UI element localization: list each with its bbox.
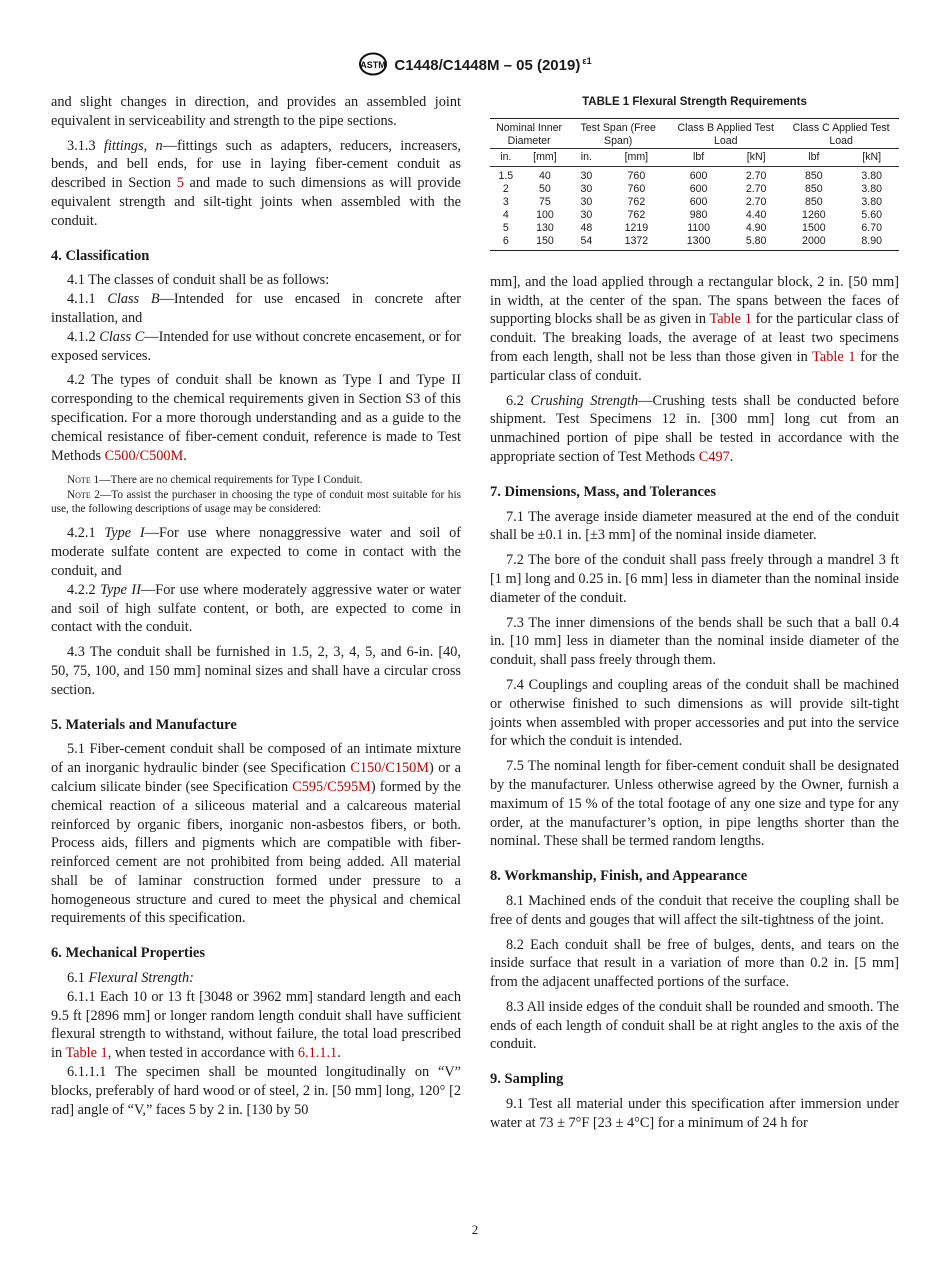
paragraph-7-3: 7.3 The inner dimensions of the bends shall be such that a ball 0.4 in. [10 mm] less in diameter than the nominal inside diameter of the conduit, shall pass freely through them.: [490, 614, 899, 669]
paragraph-4-2-2: 4.2.2 Type II—For use where moderately aggressive water or water and soil of high sulfate content, or both, are expected to come in contact with the conduit.: [51, 581, 462, 636]
table-row: [490, 235, 899, 251]
table-cell: 1.5: [498, 169, 514, 182]
table-cell: 850: [804, 169, 823, 182]
paragraph-4-3: 4.3 The conduit shall be furnished in 1.5, 2, 3, 4, 5, and 6-in. [40, 50, 75, 100, and 150 mm] nominal sizes and shall have a circular cross section.: [51, 644, 461, 698]
right-column: [490, 93, 899, 1139]
table-cell: 1260: [802, 208, 826, 221]
term-fittings: fittings, n: [103, 137, 163, 154]
table-cell: 600: [689, 195, 708, 208]
astm-logo-icon: [358, 52, 388, 80]
page-header: [0, 52, 950, 80]
paragraph-4-1-1: 4.1.1 Class B—Intended for use encased in concrete after installation, and: [51, 291, 462, 326]
paragraph-4-1: 4.1 The classes of conduit shall be as follows:: [67, 272, 330, 289]
table-cell: 50: [539, 182, 551, 195]
paragraph-6-1: 6.1 Flexural Strength:: [67, 970, 194, 987]
table-cell: 5.60: [861, 208, 882, 221]
table-cell: 8.90: [844, 235, 899, 251]
table-cell: 2.70: [745, 169, 767, 182]
table-1-title: TABLE 1 Flexural Strength Requirements: [582, 96, 807, 108]
note-1: Note 1—There are no chemical requirements for Type I Conduit.: [67, 474, 363, 487]
table-cell: 130: [536, 221, 554, 234]
paragraph-9-1: 9.1 Test all material under this specification after immersion under water at 73 ± 7°F [23 ± 4°C] for a minimum of 24 h for: [490, 1096, 899, 1131]
link-section-5[interactable]: 5: [176, 175, 184, 192]
paragraph-4-2-1: 4.2.1 Type I—For use where nonaggressive water and soil of moderate sulfate content are expected to come in contact with the conduit, and: [51, 525, 461, 579]
section-9-heading: 9. Sampling: [490, 1071, 564, 1088]
link-c497[interactable]: C497: [698, 448, 730, 465]
table-cell: 2: [502, 182, 509, 195]
table-cell: 1219: [624, 221, 649, 234]
table-cell: 6.70: [861, 221, 882, 234]
table-cell: 3.80: [861, 182, 882, 195]
paragraph-8-1: 8.1 Machined ends of the conduit that receive the coupling shall be free of dents and gouges that will affect the silt-tightness of the joint.: [490, 892, 899, 928]
link-table-1[interactable]: Table 1: [65, 1045, 108, 1062]
table-cell: 600: [689, 182, 708, 195]
table-cell: 4: [502, 208, 509, 221]
col-class-c: Class C Applied Test Load: [783, 118, 899, 148]
table-cell: 762: [627, 208, 646, 221]
paragraph-7-1: 7.1 The average inside diameter measured at the end of the conduit shall be ±0.1 in. [±3 mm] of the nominal inside diameter.: [490, 508, 899, 544]
unit-cell: in.: [568, 148, 604, 166]
table-cell: 600: [689, 169, 708, 182]
unit-cell: [kN]: [844, 148, 899, 166]
link-c150[interactable]: C150/C150M: [350, 760, 430, 777]
col-test-span: Test Span (Free Span): [568, 118, 668, 148]
table-cell: 4.40: [745, 208, 767, 221]
table-cell: 1300: [668, 235, 729, 251]
table-cell: 1100: [687, 221, 710, 234]
table-cell: 5: [502, 221, 509, 234]
table-cell: 3: [502, 195, 509, 208]
table-cell: 30: [580, 169, 593, 182]
unit-cell: in.: [490, 148, 522, 166]
table-cell: 48: [580, 221, 593, 234]
paragraph-continued: and slight changes in direction, and provides an assembled joint equivalent in serviceability and strength to the pipe sections.: [51, 94, 461, 129]
table-cell: 30: [580, 208, 593, 221]
table-row: [490, 183, 899, 196]
paragraph-8-2: 8.2 Each conduit shall be free of bulges, dents, and tears on the inside surface that result in a variation of more than 0.2 in. [5 mm] from the adjacent unaffected portions of the surface.: [490, 936, 899, 991]
paragraph-7-2: 7.2 The bore of the conduit shall pass freely through a mandrel 3 ft [1 m] long and 0.25 in. [6 mm] less in diameter than the nominal inside diameter of the conduit.: [490, 552, 899, 606]
link-table-1[interactable]: Table 1: [709, 311, 752, 328]
paragraph-5-1: 5.1 Fiber-cement conduit shall be composed of an intimate mixture of an inorganic hydraulic binder (see Specification C150/C150M) or a calcium silicate binder (see Specification C595/C595M) formed by the chemical reaction of a siliceous material and a calcareous material reinforced by organic fibers, inorganic non-asbestos fibers, or both. Process aids, fillers and pigments which are compatible with fiber-reinforced cement are not prohibited from being added. All material shall be of laminar construction formed under pressure to a homogeneous structure and cured to meet the physical and chemical requirements of this specification.: [51, 741, 461, 927]
table-cell: 2.70: [745, 182, 767, 195]
table-cell: 850: [804, 182, 823, 195]
table-cell: 6: [490, 235, 522, 251]
paragraph-4-2: 4.2 The types of conduit shall be known as Type I and Type II corresponding to the chemical requirements given in Section S3 of this specification. For a more thorough understanding and as a guide to the chemical resistance of fiber-cement conduit, reference is made to Test Methods C500/C500M.: [51, 372, 461, 464]
table-cell: 2.70: [745, 195, 767, 208]
table-cell: 762: [627, 195, 646, 208]
table-cell: 760: [627, 182, 646, 195]
table-1: [490, 118, 899, 251]
table-cell: 980: [689, 208, 708, 221]
note-2: Note 2—To assist the purchaser in choosing the type of conduit most suitable for his use, the following descriptions of usage may be considered:: [51, 489, 461, 516]
paragraph-6-1-1-1: 6.1.1.1 The specimen shall be mounted longitudinally on “V” blocks, preferably of hard wood or of steel, 2 in. [50 mm] long, 120° [2 rad] angle of “V,” faces 5 by 2 in. [130 by 50: [51, 1064, 461, 1118]
col-class-b: Class B Applied Test Load: [668, 118, 783, 148]
link-c500[interactable]: C500/C500M: [104, 447, 184, 464]
table-row: [490, 196, 899, 209]
table-cell: 54: [568, 235, 604, 251]
table-cell: 760: [627, 169, 646, 182]
table-cell: 30: [580, 182, 593, 195]
paragraph-7-5: 7.5 The nominal length for fiber-cement conduit shall be designated by the manufacturer. Unless otherwise agreed by the Owner, furnish a maximum of 15 % of the total footage of any one size and type for any order, at the manufacturer’s option, in pipe lengths shorter than the nominal. These shall be termed random lengths.: [490, 758, 899, 850]
table-cell: 4.90: [745, 221, 767, 234]
section-7-heading: 7. Dimensions, Mass, and Tolerances: [490, 483, 716, 500]
table-cell: 3.80: [861, 169, 882, 182]
paragraph-7-4: 7.4 Couplings and coupling areas of the conduit shall be machined or otherwise finished to such dimensions as will provide silt-tight joints when assembled with proper accessories and put into the service for which the conduit is intended.: [490, 676, 899, 750]
table-cell: 2000: [783, 235, 844, 251]
paragraph-6-2: 6.2 Crushing Strength—Crushing tests shall be conducted before shipment. Test Specimens 12 in. [300 mm] long cut from an unmachined portion of pipe shall be tested in accordance with the appropriate section of Test Methods C497.: [490, 392, 899, 465]
editorial-superscript: ε1: [582, 55, 592, 66]
table-cell: 40: [539, 169, 551, 182]
paragraph-8-3: 8.3 All inside edges of the conduit shall be rounded and smooth. The ends of each length of conduit shall be at right angles to the axis of the conduit.: [490, 998, 899, 1053]
unit-cell: [kN]: [729, 148, 783, 166]
table-cell: 1500: [802, 221, 826, 234]
paragraph-4-1-2: 4.1.2 Class C—Intended for use without concrete encasement, or for exposed services.: [51, 328, 461, 364]
paragraph-3-1-3: 3.1.3 fittings, n—fittings such as adapters, reducers, increasers, bends, and bell ends, for use in laying fiber-cement conduit as described in Section 5 and made to such dimensions as will provide equivalent strength and silt-tight joints when assembled with the conduit.: [51, 137, 461, 229]
svg-text:ASTM: ASTM: [360, 60, 387, 70]
link-table-1[interactable]: Table 1: [812, 348, 856, 365]
table-cell: 850: [804, 195, 823, 208]
unit-cell: lbf: [668, 148, 729, 166]
table-cell: 1372: [605, 235, 669, 251]
table-cell: 30: [580, 195, 593, 208]
section-8-heading: 8. Workmanship, Finish, and Appearance: [490, 868, 748, 885]
page-number: 2: [471, 1222, 479, 1237]
table-row: [490, 166, 899, 183]
table-cell: 150: [522, 235, 569, 251]
paragraph-6-1-1-1-continued: mm], and the load applied through a rectangular block, 2 in. [50 mm] in width, at the center of the span. The spans between the faces of supporting blocks shall be as given in Table 1 for the particular class of conduit. The breaking loads, the average of at least two specimens from each length, shall not be less than those given in Table 1 for the particular class of conduit.: [490, 273, 899, 384]
table-1-body: [490, 166, 899, 250]
table-row: [490, 209, 899, 222]
paragraph-6-1-1: 6.1.1 Each 10 or 13 ft [3048 or 3962 mm] standard length and each 9.5 ft [2896 mm] or longer random length conduit shall have sufficient flexural strength to withstand, without failure, the total load prescribed in Table 1, when tested in accordance with 6.1.1.1.: [51, 988, 461, 1062]
link-6-1-1-1[interactable]: 6.1.1.1: [297, 1045, 338, 1062]
section-5-heading: 5. Materials and Manufacture: [51, 716, 237, 733]
unit-cell: [mm]: [605, 148, 669, 166]
table-row: [490, 222, 899, 235]
table-cell: 100: [536, 208, 554, 221]
unit-cell: lbf: [783, 148, 844, 166]
table-cell: 75: [539, 195, 551, 208]
section-6-heading: 6. Mechanical Properties: [51, 945, 205, 962]
table-cell: 3.80: [861, 195, 882, 208]
left-column: [51, 93, 461, 1125]
table-cell: 5.80: [729, 235, 783, 251]
unit-cell: [mm]: [522, 148, 569, 166]
designation: C1448/C1448M – 05 (2019): [394, 56, 581, 74]
col-nominal-diameter: Nominal Inner Diameter: [490, 118, 568, 148]
section-4-heading: 4. Classification: [51, 247, 150, 264]
link-c595[interactable]: C595/C595M: [292, 778, 371, 795]
